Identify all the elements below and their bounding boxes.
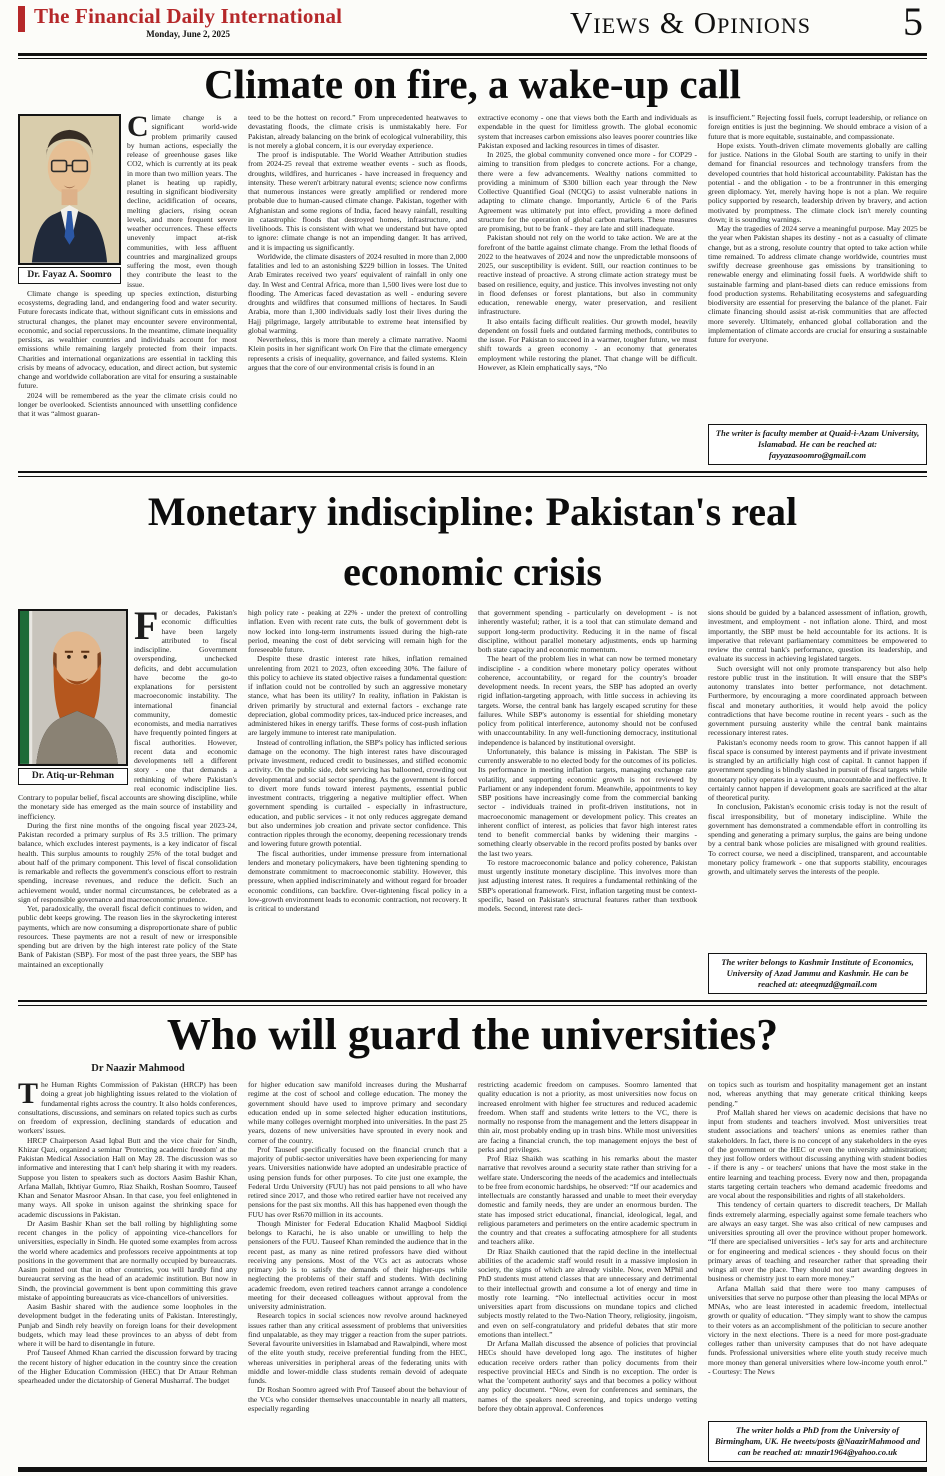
body-paragraph: Aasim Bashir shared with the audience some loopholes in the development budget in the federating units of Pakistan. Interestingly, Punjab and Sindh rely heavily on foreign loans for their development budgets, which may lead these provinces to an abyss of debt from where it will be hard to disentangle in future.: [18, 1302, 237, 1348]
body-paragraph: In 2025, the global community convened once more - for COP29 - aiming to transition from pledges to concrete actions. For a change, there were a few advancements. Wealthy nations committed to providing a minimum of $300 billion each year through the New Collective Quantified Goal (NCQG) to assist vulnerable nations in adapting to climate change. Importantly, Article 6 of the Paris Agreement was ultimately put into effect, providing a more defined structure for the operation of global carbon markets. These measures are promising, but to be frank - they are late and still inadequate.: [478, 150, 697, 233]
article-headline: Monetary indiscipline: Pakistan's real economic crisis: [147, 489, 798, 594]
body-paragraph: Hope exists. Youth-driven climate movements globally are calling for justice. Nations in the Global South are starting to unify in their demand for financial resources and technology transfers from the developed countries that hold historical accountability. Pakistan has the potential - and the obligation - to be a frontrunner in this emerging green diplomacy. Yet, merely having hope is not a plan. We require policy supported by research, leadership driven by bravery, and action motivated by promptness. The climate clock isn't merely counting down; it is sounding warnings.: [708, 140, 927, 224]
column-paragraphs: [478, 113, 697, 465]
author-photo-block: [18, 114, 121, 284]
article-byline: Dr Naazir Mahmood: [91, 1063, 185, 1074]
writer-credit-box: The writer belongs to Kashmir Institute of Economics, University of Azad Jammu and Kashmir. He can be reached at: ateeqmzd@gmail.com: [708, 953, 927, 994]
column-paragraphs: [708, 608, 927, 953]
column-paragraphs: [708, 1080, 927, 1421]
body-paragraph: Dr Riaz Shaikh cautioned that the rapid decline in the intellectual abilities of the academic staff would result in a massive implosion in society, the signs of which are already visible. Now, even MPhil and PhD students must attend classes that are unnecessary and detrimental to their intellectual growth and consume a lot of energy and time in mostly rote learning. “No intellectual activities occur in most universities apart from discussions on mundane topics and cliched subjects mostly related to the Two-Nation Theory, religiosity, jingoism, and even on self-congratulatory and prideful debates that stir more emotions than intellect.”: [478, 1246, 697, 1339]
body-paragraph: To restore macroeconomic balance and policy coherence, Pakistan must urgently institute monetary discipline. This involves more than just adjusting interest rates. It requires a fundamental rethinking of the SBP's operational framework. First, inflation targeting must be context-specific, based on Pakistan's structural features rather than textbook models. Second, interest rate deci-: [478, 857, 697, 913]
article-monetary: [18, 482, 927, 994]
column-paragraphs: [248, 608, 467, 994]
body-paragraph: This tendency of certain quarters to discredit teachers, Dr Mallah finds extremely alarming, especially against some female teachers who are always an easy target. She was also critical of new campuses and universities sprouting all over the province without proper homework. “If there are specialised universities - let's say for arts and architecture or for engineering and medical sciences - they should focus on their primary areas of teaching and researcher rather that spreading their wings all over the place. They should not start awarding degrees in business or chemistry just to earn more money.”: [708, 1200, 927, 1284]
article-headline: Who will guard the universities?: [166, 1010, 779, 1059]
body-paragraph: Dr Aasim Bashir Khan set the ball rolling by highlighting some recent changes in the policy of appointing vice-chancellors for universities, especially in Sindh. He quoted some examples from across the world where academics and professors receive appointments at top positions in the government that are normally occupied by bureaucrats. Aasim pointed out that in other countries, you will hardly find any bureaucrat serving as the head of an academic institution. But now in Sindh, the provincial government is bent upon committing this grave mistake of appointing bureaucrats as vice-chancellors of universities.: [18, 1218, 237, 1302]
article-column: [248, 608, 467, 994]
column-paragraphs: [708, 113, 927, 424]
body-paragraph: Though Minister for Federal Education Khalid Maqbool Siddiqi belongs to Karachi, he is also unable or unwilling to help the pensioners of the FUU. Tauseef Khan reminded the audience that in the recent past, as many as nine retired professors have died without receiving any pensions. Most of the VCs act as autocrats whose primary job is to satisfy the demands of their higher-ups while neglecting the problems of their staff and students. With declining academic freedom, even retired teachers cannot arrange a condolence meeting for their deceased colleagues without approval from the university administration.: [248, 1218, 467, 1311]
body-paragraph: extractive economy - one that views both the Earth and individuals as expendable in the quest for limitless growth. The global economic system that increases carbon emissions also leaves poorer countries like Pakistan exposed and lacking resources in times of disaster.: [478, 113, 697, 150]
body-paragraph: restricting academic freedom on campuses. Soomro lamented that quality education is not a priority, as most universities now focus on increased enrolment with higher fee structures and reduced academic freedom. When staff and students write letters to the VC, there is normally no response from the management and the letters disappear in thin air, most probably ending up in trash bins. While most universities are facing a financial crunch, the top management enjoys the best of perks and privileges.: [478, 1080, 697, 1154]
article-body: [18, 608, 927, 994]
body-paragraph: high policy rate - peaking at 22% - under the pretext of controlling inflation. Even with recent rate cuts, the bulk of government debt is now locked into long-term instruments issued during the high-rate period, meaning the cost of debt servicing will remain high for the foreseeable future.: [248, 608, 467, 654]
article-headline: Climate on fire, a wake-up call: [204, 61, 741, 107]
writer-credit-box: The writer holds a PhD from the University of Birmingham, UK. He tweets/posts @NaazirMahmood and can be reached at: mnazir1964@yahoo.co.uk: [708, 1421, 927, 1462]
body-paragraph: The fiscal authorities, under immense pressure from international lenders and monetary policymakers, have been tightening spending to demonstrate commitment to macroeconomic stability. However, this pressure, when applied indiscriminately and without regard for broader economic conditions, can backfire. Over-tightening fiscal policy in a low-growth environment leads to economic contraction, not recovery. It is critical to understand: [248, 848, 467, 913]
section-divider: [18, 471, 927, 477]
column-paragraphs: [478, 1080, 697, 1462]
body-paragraph: It also entails facing difficult realities. Our growth model, heavily dependent on fossil fuels and outdated farming methods, contributes to the issue. For Pakistan to succeed in a warmer, tougher future, we must shift towards a green economy - an economy that generates employment while restoring the planet. That change will be difficult. However, as Klein emphatically says, “No: [478, 316, 697, 372]
article-column: [708, 113, 927, 465]
article-column: [248, 113, 467, 465]
body-paragraph: In conclusion, Pakistan's economic crisis today is not the result of fiscal irresponsibility, but of monetary indiscipline. While the government has demonstrated a commendable effort in controlling its spending and generating a primary surplus, the gains are being undone by a central bank whose policies are misaligned with ground realities. To correct course, we need a disciplined, transparent, and accountable monetary policy framework - one that supports stability, encourages growth, and ultimately serves the interests of the people.: [708, 802, 927, 876]
portrait-man-glasses-suit-icon: [20, 116, 119, 263]
body-paragraph: The heart of the problem lies in what can now be termed monetary indiscipline - a condition where monetary policy operates without coherence, accountability, or regard for the country's broader development needs. In recent years, the SBP has adopted an overly rigid inflation-targeting approach, with little success in achieving its targets. Worse, the central bank has largely escaped scrutiny for these failures. While SBP's autonomy is essential for shielding monetary policy from political interference, autonomy should not be confused with unaccountability. In any well-functioning democracy, institutional independence is balanced by institutional oversight.: [478, 654, 697, 747]
body-paragraph: For decades, Pakistan's economic difficulties have been largely attributed to fiscal indiscipline. Government overspending, unchecked deficits, and debt accumulation have become the go-to explanations for persistent macroeconomic instability. The international financial community, domestic economists, and media narratives have frequently pointed fingers at fiscal authorities. However, recent data and economic developments tell a different story - one that demands a rethinking of where Pakistan's real economic indiscipline lies. Contrary to popular belief, fiscal accounts are showing discipline, while the monetary side has emerged as the main source of instability and inefficiency.: [18, 608, 237, 821]
article-column: [18, 1080, 237, 1462]
body-paragraph: HRCP Chairperson Asad Iqbal Butt and the vice chair for Sindh, Khizar Qazi, organized a seminar 'Protecting academic freedom' at the Pakistan Medical Association Hall on May 28. The discussion was so informative and interesting that I can't help sharing it with my readers. Suppose you listen to speakers such as doctors Aasim Bashir Khan, Arfana Mallah, Ikhtiyar Gumro, Riaz Shaikh, Roshan Soomro, Tauseef Khan and Senator Masroor Ahsan. In that case, you feel enlightened in many ways. All spoke in unison against the shrinking space for academic discussions in Pakistan.: [18, 1135, 237, 1219]
column-paragraphs: [248, 113, 467, 465]
masthead-red-bar-icon: [18, 6, 25, 32]
page-bottom-rule: [18, 1467, 927, 1472]
body-paragraph: May the tragedies of 2024 serve a meaningful purpose. May 2025 be the year when Pakistan shapes its destiny - not as a casualty of climate change, but as a strong, resolute country that opted to take action while time remained. To address climate change worldwide, countries must swiftly decrease greenhouse gas emissions by transitioning to renewable energy and eliminating fossil fuels. A worldwide shift to sustainable farming and plant-based diets can reduce emissions from food production systems. Rehabilitating ecosystems and safeguarding biodiversity are essential for preserving the balance of the planet. Fair climate financing should assist at-risk communities that are affected more severely. Ultimately, enhanced global collaboration and the implementation of climate accords are crucial for ensuring a sustainable future for everyone.: [708, 224, 927, 344]
writer-credit-box: The writer is faculty member at Quaid-i-Azam University, Islamabad. He can be reached at: fayyazasoomro@gmail.com: [708, 424, 927, 465]
body-paragraph: Dr Roshan Soomro agreed with Prof Tauseef about the behaviour of the VCs who consider themselves unaccountable in nearly all matters, especially regarding: [248, 1385, 467, 1413]
body-paragraph: Dr Arfana Mallah discussed the absence of policies that provincial HECs should have developed long ago. The institutes of higher education receive orders rather than policy documents from their respective provincial HECs and Sindh is no exception. The order is what the 'competent authority' says and that becomes a policy without any policy document. “Now, even for conferences and seminars, the names of the speakers need screening, and topics undergo vetting before they obtain approval. Conferences: [478, 1339, 697, 1413]
column-paragraphs: [248, 1080, 467, 1462]
author-photo-atiq-ur-rehman: [18, 609, 128, 766]
column-paragraphs: [18, 1080, 237, 1462]
page-header: [18, 0, 927, 53]
article-column: [248, 1080, 467, 1462]
body-paragraph: Climate change is a significant world-wide problem primarily caused by human actions, especially the release of greenhouse gases like CO2, which is currently at its peak in more than two million years. The planet is heating up rapidly, resulting in significant biodiversity decline, acidification of oceans, melting glaciers, rising ocean levels, and more frequent severe weather occurrences. These effects unevenly impact at-risk communities, with less affluent countries and marginalized groups suffering the most, even though they contribute the least to the issue.: [127, 113, 237, 289]
article-column: [478, 113, 697, 465]
masthead: [18, 4, 342, 39]
section-title: Views & Opinions: [570, 5, 811, 40]
masthead-date: Monday, June 2, 2025: [146, 29, 230, 39]
masthead-title: The Financial Daily International: [34, 4, 343, 28]
article-body: [18, 113, 927, 465]
body-paragraph: sions should be guided by a balanced assessment of inflation, growth, investment, and employment - not inflation alone. Third, and most importantly, the SBP must be held accountable for its actions. It is imperative that relevant parliamentary committees be empowered to review the central bank's performance, question its leadership, and evaluate its success in achieving legislated targets.: [708, 608, 927, 664]
author-photo-fayaz-soomro: [18, 114, 121, 265]
article-column: [18, 608, 237, 994]
body-paragraph: Climate change is speeding up species extinction, disturbing ecosystems, degrading land, and endangering food and water security. Future forecasts indicate that, without significant cuts in emissions and structural changes, the planet may encounter severe environmental, economic, and social repercussions. In the meantime, climate inequality persists, as wealthier countries and individuals account for most emissions while remaining largely protected from their impacts. Charities and international organizations are essential in tackling this crisis by means of advocacy, education, and direct action, but systemic change and worldwide collaboration are vital for ensuring a sustainable future.: [18, 288, 237, 391]
body-paragraph: Prof Riaz Shaikh was scathing in his remarks about the master narrative that revolves around a security state rather than striving for a welfare state. Underscoring the needs of the academics and intellectuals to be free from economic hardships, he observed: “If our academics and intellectuals are constantly harassed and unable to meet their everyday domestic and family needs, they are under an enormous burden. The state has imposed strict educational, financial, ideological, legal, and religious parameters and perimeters on the entire academic spectrum in the country and that creates a suffocating atmosphere for all students and teachers alike.: [478, 1154, 697, 1247]
page-number: 5: [903, 0, 923, 44]
body-paragraph: The proof is indisputable. The World Weather Attribution studies from 2024-25 reveal that extreme weather events - such as floods, droughts, wildfires, and hurricanes - have increased in frequency and intensity. These weren't arbitrary natural events; science now confirms that numerous instances were greatly amplified or rendered more probable due to human-caused climate change. Pakistan, together with Afghanistan and some regions of India, faced heavy rainfall, resulting in catastrophic floods that destroyed homes, infrastructure, and livelihoods. This is consistent with what we understand but have opted to ignore: climate change is not an impending danger. It has arrived, and it is impacting us significantly.: [248, 150, 467, 252]
body-paragraph: Worldwide, the climate disasters of 2024 resulted in more than 2,000 fatalities and led to an astonishing $229 billion in losses. The United Arab Emirates received two years' equivalent of rainfall in only one day. In West and Central Africa, more than 1,500 lives were lost due to flooding. The Americas faced devastation as well - enduring severe droughts and wildfires that consumed millions of hectares. In Saudi Arabia, more than 1,300 individuals sadly lost their lives during the Hajj pilgrimage, largely attributable to extreme heat intensified by global warming.: [248, 251, 467, 335]
body-paragraph: Prof Tauseef specifically focused on the financial crunch that a majority of public-sector universities have been experiencing for many years. Universities nationwide have adopted an undesirable practice of using pension funds for other purposes. To cite just one example, the Federal Urdu University (FUU) has not paid pensions to all who have retired since 2017, and those who retired earlier have not received any pensions for the past six months. All this has happened even though the FUU has over Rs670 million in its accounts.: [248, 1144, 467, 1219]
body-paragraph: Arfana Mallah said that there were too many campuses of universities that serve no purpose other than pleasing the local MPAs or MNAs, who are least interested in academic freedom, intellectual growth or quality of education. “They simply want to show the campus to their voters as an accomplishment of the politician to secure another victory in the next elections. There is a need for more post-graduate colleges rather than university campuses that do not have adequate funds. Professional universities where elite youth study receive much more money than general universities where low-income youth enrol.” - Courtesy: The News: [708, 1283, 927, 1376]
body-paragraph: The Human Rights Commission of Pakistan (HRCP) has been doing a great job highlighting issues related to the violation of fundamental rights across the country. It also holds conferences, consultations, discussions, and seminars on related topics such as curbs on freedom of expression, declining standards of education and workers' issues.: [18, 1080, 237, 1136]
article-universities: [18, 1011, 927, 1462]
body-paragraph: Despite these drastic interest rate hikes, inflation remained unrelenting from 2021 to 2023, often exceeding 30%. The failure of this policy to achieve its stated objective raises a fundamental question: if inflation could not be controlled by such an aggressive monetary stance, what has been its utility? In reality, inflation in Pakistan is driven primarily by structural and external factors - exchange rate depreciation, global commodity prices, tax-induced price increases, and administered hikes in energy tariffs. These forms of cost-push inflation are largely immune to interest rate manipulation.: [248, 654, 467, 738]
body-paragraph: Yet, paradoxically, the overall fiscal deficit continues to widen, and public debt keeps growing. The reason lies in the skyrocketing interest payments, which are now consuming a disproportionate share of public resources. These payments are not a result of new or irresponsible spending but are driven by the high interest rate policy of the State Bank of Pakistan (SBP). For most of the past three years, the SBP has maintained an exceptionally: [18, 904, 237, 969]
body-paragraph: Instead of controlling inflation, the SBP's policy has inflicted serious damage on the economy. The high interest rates have discouraged private investment, reduced credit to businesses, and stifled economic activity. On the public side, debt servicing has ballooned, crowding out developmental and social sector spending. As the government is forced to divert more funds toward interest payments, essential public investment contracts, triggering a negative multiplier effect. When government spending is curtailed - especially in infrastructure, education, and public services - it not only reduces aggregate demand but also undermines job creation and private sector confidence. This contraction ripples through the economy, deepening recessionary trends and lowering future growth potential.: [248, 737, 467, 849]
body-paragraph: that government spending - particularly on development - is not inherently wasteful; rather, it is a tool that can stimulate demand and support long-term productivity. Reducing it in the name of fiscal discipline, without parallel monetary adjustments, ends up harming both state capacity and economic momentum.: [478, 608, 697, 654]
body-paragraph: Pakistan should not rely on the world to take action. We are at the forefront of the battle against climate change. From the lethal floods of 2022 to the heatwaves of 2024 and now the unpredictable monsoons of 2025, our susceptibility is evident. Still, our reaction continues to be reactive instead of proactive. A strong climate action strategy must be based on resilience, equity, and justice. This involves investing not only in flood defenses or forest plantations, but also in community education, renewable energy, water preservation, and resilient infrastructure.: [478, 233, 697, 317]
body-paragraph: During the first nine months of the ongoing fiscal year 2023-24, Pakistan recorded a primary surplus of Rs 3.5 trillion. The primary balance, which excludes interest payments, is a key indicator of fiscal health. This surplus amounts to roughly 25% of the total budget and about half of the primary component. This level of fiscal consolidation is remarkable and reflects the government's conscious effort to restrain spending, increase revenues, and reduce the deficit. Such an achievement would, under normal circumstances, be celebrated as a sign of responsible governance and macroeconomic prudence.: [18, 820, 237, 904]
article-column: [478, 608, 697, 994]
body-paragraph: Nevertheless, this is more than merely a climate narrative. Naomi Klein posits in her significant work On Fire that the climate emergency represents a crisis of inequality, governance, and failed systems. Klein argues that the core of our environmental crisis is found in an: [248, 335, 467, 372]
article-column: [478, 1080, 697, 1462]
body-paragraph: Prof Tauseef Ahmed Khan carried the discussion forward by tracing the recent history of higher education in the country since the creation of the Higher Education Commission (HEC) that Dr Attaur Rehman spearheaded under the dictatorship of General Musharraf. The budget: [18, 1348, 237, 1385]
body-paragraph: for higher education saw manifold increases during the Musharraf regime at the cost of school and college education. The money the government should have used to improve primary and secondary education ended up in some selected higher education institutions, while many colleges overnight morphed into universities. In the past 25 years, dozens of new universities have sprouted in every nook and corner of the country.: [248, 1080, 467, 1145]
portrait-man-red-beard-icon: [20, 611, 126, 764]
body-paragraph: on topics such as tourism and hospitality management get an instant nod, whereas anything that may generate critical thinking keeps pending.”: [708, 1080, 927, 1108]
article-column: [708, 608, 927, 994]
body-paragraph: Such oversight will not only promote transparency but also help restore public trust in the institution. It will ensure that the SBP's autonomy translates into better performance, not detachment. Furthermore, by encouraging a more coordinated approach between fiscal and monetary authorities, it would help avoid the policy contradictions that have become routine in recent years - such as the government pursuing austerity while the central bank maintains recessionary interest rates.: [708, 663, 927, 738]
article-body: [18, 1080, 927, 1462]
photo-caption: Dr. Atiq-ur-Rehman: [18, 768, 128, 785]
body-paragraph: is insufficient.” Rejecting fossil fuels, corrupt leadership, or reliance on foreign entities is just the beginning. We should embrace a vision of a future that is more equitable, sustainable, and compassionate.: [708, 113, 927, 141]
article-climate: [18, 62, 927, 465]
body-paragraph: teed to be the hottest on record.” From unprecedented heatwaves to devastating floods, the climate crisis is unmistakably here. For Pakistan, already balancing on the brink of ecological vulnerability, this is not merely a global concern, it is our everyday experience.: [248, 113, 467, 150]
article-column: [708, 1080, 927, 1462]
header-rule: [18, 53, 927, 59]
body-paragraph: Research topics in social sciences now revolve around hackneyed issues rather than any critical assessment of problems that universities find unpalatable, as they may trigger a reaction from the super patriots. Several favourite universities in Islamabad and Rawalpindi, where most of the elite youth study, receive preferential funding from the HEC, whereas universities in peripheral areas of the federating units with middle and lower-middle class students remain devoid of adequate funds.: [248, 1311, 467, 1385]
column-paragraphs: [478, 608, 697, 994]
article-column: [18, 113, 237, 465]
body-paragraph: Unfortunately, this balance is missing in Pakistan. The SBP is currently answerable to no elected body for the outcomes of its policies. Its performance in meeting inflation targets, managing exchange rate volatility, and supporting economic growth is not reviewed by Parliament or any independent forum. Meanwhile, appointments to key SBP positions have increasingly come from the commercial banking sector - individuals trained in profit-driven institutions, not in macroeconomic management or development policy. This creates an inherent conflict of interest, as policies that favor high interest rates tend to benefit commercial banks by widening their margins - something clearly observable in the record profits posted by banks over the last two years.: [478, 746, 697, 858]
body-paragraph: 2024 will be remembered as the year the climate crisis could no longer be overlooked. Scientists announced with unsettling confidence that it was “almost guaran-: [18, 390, 237, 418]
body-paragraph: Prof Mallah shared her views on academic decisions that have no input from students and teachers involved. Most universities treat student associations and teachers' unions as enemies rather than stakeholders. In fact, there is no concept of any stakeholders in the eyes of the government or the HEC or even the university administration; they just follow orders without discussing anything with student bodies - if there is any - or teachers' unions that have the most stake in the entire learning and teaching process. Every now and then, propaganda starts targeting certain teachers who demand academic freedoms and are vocal about the responsibilities and rights of all stakeholders.: [708, 1107, 927, 1200]
section-divider: [18, 1000, 927, 1006]
photo-caption: Dr. Fayaz A. Soomro: [18, 267, 121, 284]
author-photo-block: [18, 609, 128, 785]
body-paragraph: Pakistan's economy needs room to grow. This cannot happen if all fiscal space is consumed by interest payments and if private investment is strangled by an artificially high cost of capital. It cannot happen if government spending is blindly slashed in pursuit of fiscal targets while monetary policy operates in a vacuum, unaccountable and ineffective. It certainly cannot happen if development goals are sacrificed at the altar of theoretical purity.: [708, 737, 927, 802]
